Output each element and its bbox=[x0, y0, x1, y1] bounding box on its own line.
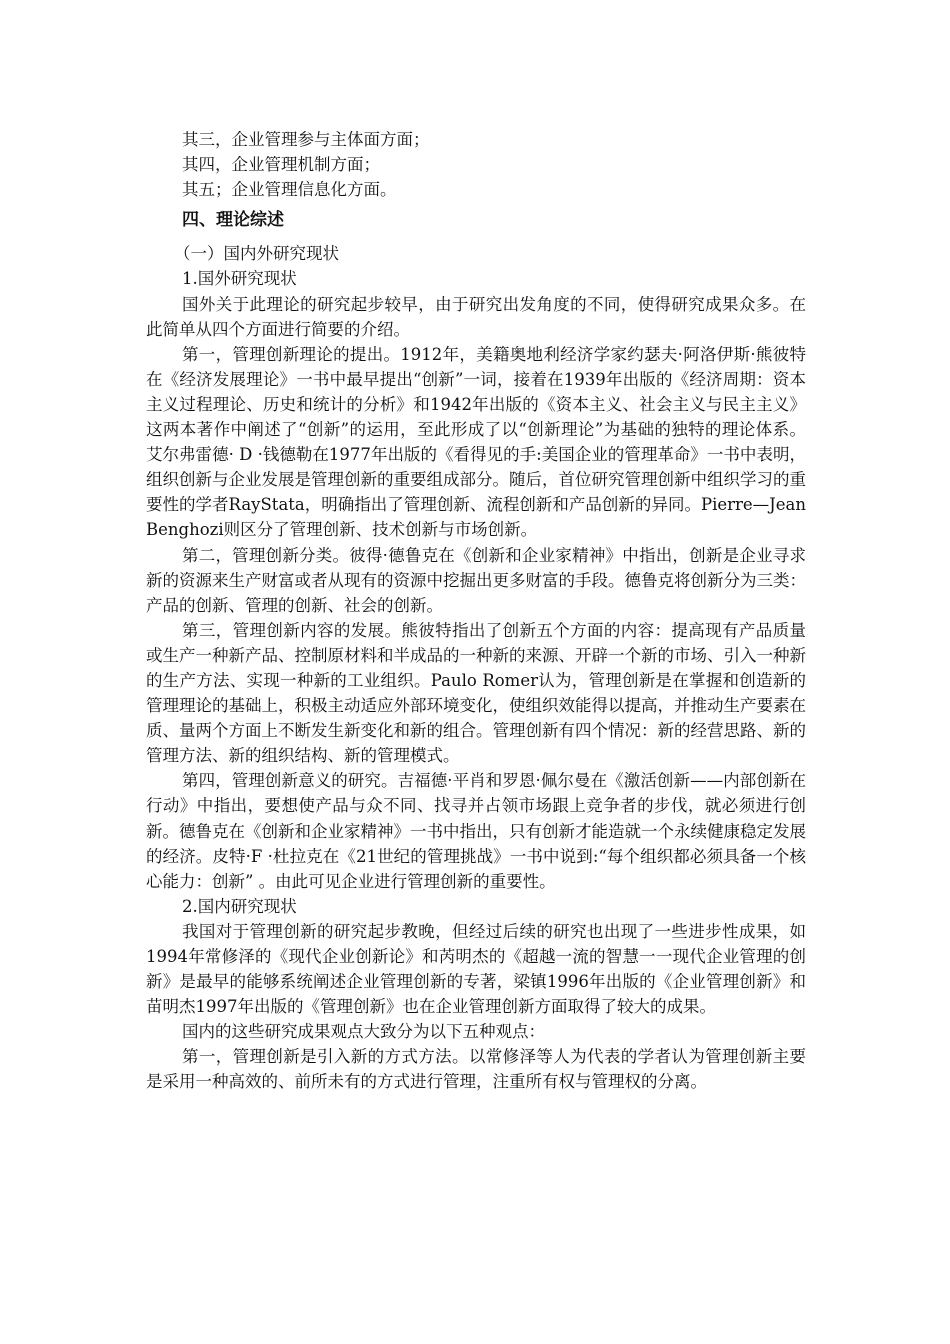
paragraph: 我国对于管理创新的研究起步教晚，但经过后续的研究也出现了一些进步性成果，如1994年常修泽的《现代企业创新论》和芮明杰的《超越一流的智慧一一现代企业管理的创新》是最早的能够系统阐述企业管理创新的专著，梁镇1996年出版的《企业管理创新》和苗明杰1997年出版的《管理创新》也在企业管理创新方面取得了较大的成果。 bbox=[146, 921, 806, 1017]
paragraph: 第一，管理创新是引入新的方式方法。以常修泽等人为代表的学者认为管理创新主要是采用一种高效的、前所未有的方式进行管理，注重所有权与管理权的分离。 bbox=[146, 1047, 806, 1092]
section-heading: 四、理论综述 bbox=[182, 210, 284, 231]
document-body bbox=[146, 127, 806, 1095]
paragraph: 国内的这些研究成果观点大致分为以下五种观点： bbox=[182, 1022, 545, 1042]
paragraph: 第二，管理创新分类。彼得·德鲁克在《创新和企业家精神》中指出，创新是企业寻求新的资源来生产财富或者从现有的资源中挖掘出更多财富的手段。德鲁克将创新分为三类：产品的创新、管理的创新、社会的创新。 bbox=[146, 545, 806, 615]
subsubsection-heading: 2.国内研究现状 bbox=[182, 896, 297, 916]
list-line: 其三，企业管理参与主体面方面； bbox=[182, 130, 430, 149]
list-line: 其五；企业管理信息化方面。 bbox=[182, 180, 397, 200]
list-line: 其四，企业管理机制方面； bbox=[182, 155, 380, 175]
paragraph: 第四，管理创新意义的研究。吉福德·平肖和罗恩·佩尔曼在《激活创新——内部创新在行动》中指出，要想使产品与众不同、找寻并占领市场跟上竞争者的步伐，就必须进行创新。德鲁克在《创新和企业家精神》一书中指出，只有创新才能造就一个永续健康稳定发展的经济。皮特·F ·杜拉克在《21世纪的管理挑战》一书中说到:“每个组织都必须具备一个核心能力：创新” 。由此可见企业进行管理创新的重要性。 bbox=[146, 771, 806, 891]
paragraph: 第三，管理创新内容的发展。熊彼特指出了创新五个方面的内容：提高现有产品质量或生产一种新产品、控制原材料和半成品的一种新的来源、开辟一个新的市场、引入一种新的生产方法、实现一种新的工业组织。Paulo Romer认为，管理创新是在掌握和创造新的管理理论的基础上，积极主动适应外部环境变化，使组织效能得以提高，并推动生产要素在质、量两个方面上不断发生新变化和新的组合。管理创新有四个情况：新的经营思路、新的管理方法、新的组织结构、新的管理模式。 bbox=[146, 620, 806, 766]
paragraph: 第一，管理创新理论的提出。1912年，美籍奥地利经济学家约瑟夫·阿洛伊斯·熊彼特在《经济发展理论》一书中最早提出“创新”一词，接着在1939年出版的《经济周期：资本主义过程理论、历史和统计的分析》和1942年出版的《资本主义、社会主义与民主主义》这两本著作中阐述了“创新”的运用，至此形成了以“创新理论”为基础的独特的理论体系。艾尔弗雷德· D ·钱德勒在1977年出版的《看得见的手:美国企业的管理革命》一书中表明，组织创新与企业发展是管理创新的重要组成部分。随后，首位研究管理创新中组织学习的重要性的学者RayStata，明确指出了管理创新、流程创新和产品创新的异同。Pierre—Jean Benghozi则区分了管理创新、技术创新与市场创新。 bbox=[146, 344, 806, 540]
paragraph: 国外关于此理论的研究起步较早，由于研究出发角度的不同，使得研究成果众多。在此简单从四个方面进行简要的介绍。 bbox=[146, 294, 806, 339]
subsection-heading: （一）国内外研究现状 bbox=[174, 244, 339, 264]
subsubsection-heading: 1.国外研究现状 bbox=[182, 269, 297, 289]
